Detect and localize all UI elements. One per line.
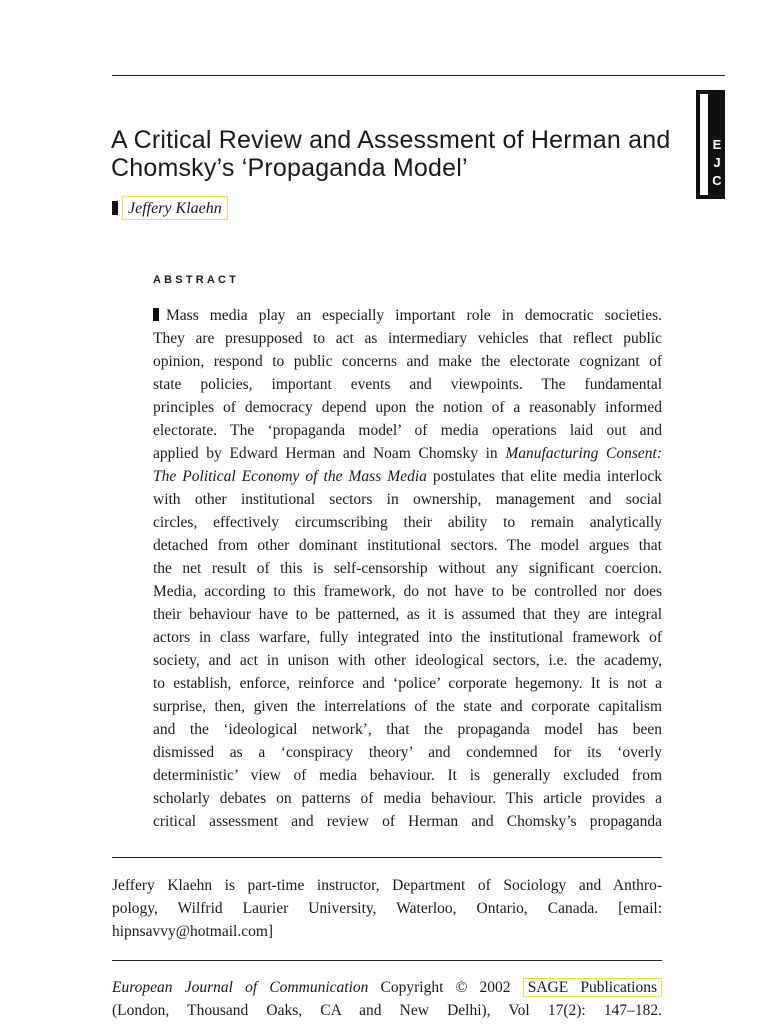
journal-tab-letter: J bbox=[713, 155, 721, 170]
journal-tab-letter: C bbox=[712, 173, 722, 188]
abstract-line: electorate. The ‘propaganda model’ of media operations laid out and bbox=[153, 422, 662, 439]
journal-name: European Journal of Communication bbox=[112, 979, 369, 996]
citation-line bbox=[112, 976, 662, 999]
article-title bbox=[111, 126, 691, 182]
abstract-line: opinion, respond to public concerns and make the electorate cognizant of bbox=[153, 353, 662, 370]
abstract-heading: ABSTRACT bbox=[153, 274, 240, 286]
affiliation-line: pology, Wilfrid Laurier University, Waterloo, Ontario, Canada. [email: bbox=[112, 900, 662, 917]
abstract-line bbox=[153, 465, 662, 488]
abstract-line: the net result of this is self-censorship without any significant coercion. bbox=[153, 560, 662, 577]
publisher-link[interactable]: SAGE Publications bbox=[523, 978, 662, 997]
abstract-line: circles, effectively circumscribing their ability to remain analytically bbox=[153, 514, 662, 531]
abstract-line: critical assessment and review of Herman and Chomsky’s propaganda bbox=[153, 813, 662, 830]
abstract-line: and the ‘ideological network’, that the propaganda model has been bbox=[153, 721, 662, 738]
citation bbox=[112, 976, 662, 1022]
abstract-text: applied by Edward Herman and Noam Chomsky in bbox=[153, 445, 506, 462]
citation-line: (London, Thousand Oaks, CA and New Delhi), Vol 17(2): 147–182. bbox=[112, 1002, 662, 1019]
abstract-text: Mass media play an especially important role in democratic societies. bbox=[166, 307, 662, 324]
abstract-line: surprise, then, given the interrelations of the state and corporate capitalism bbox=[153, 698, 662, 715]
affiliation-line: Jeffery Klaehn is part-time instructor, Department of Sociology and Anthro- bbox=[112, 877, 662, 894]
abstract-line: principles of democracy depend upon the notion of a reasonably informed bbox=[153, 399, 662, 416]
abstract-text: postulates that elite media interlock bbox=[426, 468, 662, 485]
abstract-line: state policies, important events and viewpoints. The fundamental bbox=[153, 376, 662, 393]
abstract-line: deterministic’ view of media behaviour. It is generally excluded from bbox=[153, 767, 662, 784]
abstract-line: scholarly debates on patterns of media behaviour. This article provides a bbox=[153, 790, 662, 807]
abstract-line: society, and act in unison with other ideological sectors, i.e. the academy, bbox=[153, 652, 662, 669]
abstract-line: dismissed as a ‘conspiracy theory’ and condemned for its ‘overly bbox=[153, 744, 662, 761]
journal-tab bbox=[696, 90, 725, 199]
abstract-line: They are presupposed to act as intermediary vehicles that reflect public bbox=[153, 330, 662, 347]
article-title-line: Chomsky’s ‘Propaganda Model’ bbox=[111, 154, 468, 182]
article-title-line: A Critical Review and Assessment of Herman and bbox=[111, 126, 671, 154]
paragraph-marker bbox=[153, 308, 159, 321]
author-affiliation bbox=[112, 874, 662, 943]
abstract-line: to establish, enforce, reinforce and ‘police’ corporate hegemony. It is not a bbox=[153, 675, 662, 692]
abstract-line: Media, according to this framework, do not have to be controlled nor does bbox=[153, 583, 662, 600]
abstract-line bbox=[153, 304, 662, 327]
book-title: Manufacturing Consent: bbox=[505, 445, 662, 462]
copyright-text: Copyright © 2002 bbox=[368, 979, 523, 996]
journal-tab-stripe bbox=[700, 94, 708, 195]
author-name[interactable]: Jeffery Klaehn bbox=[122, 196, 228, 220]
affiliation-email: hipnsavvy@hotmail.com] bbox=[112, 923, 274, 940]
author-marker bbox=[112, 201, 118, 215]
abstract-line: detached from other dominant institutional sectors. The model argues that bbox=[153, 537, 662, 554]
abstract-line bbox=[153, 442, 662, 465]
footnote-rule bbox=[112, 857, 662, 858]
abstract-line: with other institutional sectors in ownership, management and social bbox=[153, 491, 662, 508]
abstract-line: actors in class warfare, fully integrated into the institutional framework of bbox=[153, 629, 662, 646]
abstract-line: their behaviour have to be patterned, as it is assumed that they are integral bbox=[153, 606, 662, 623]
citation-rule bbox=[112, 960, 662, 961]
abstract-body bbox=[153, 304, 662, 833]
top-rule bbox=[112, 75, 725, 76]
journal-tab-letters bbox=[710, 136, 724, 190]
book-title: The Political Economy of the Mass Media bbox=[153, 468, 427, 485]
journal-tab-letter: E bbox=[712, 137, 722, 152]
